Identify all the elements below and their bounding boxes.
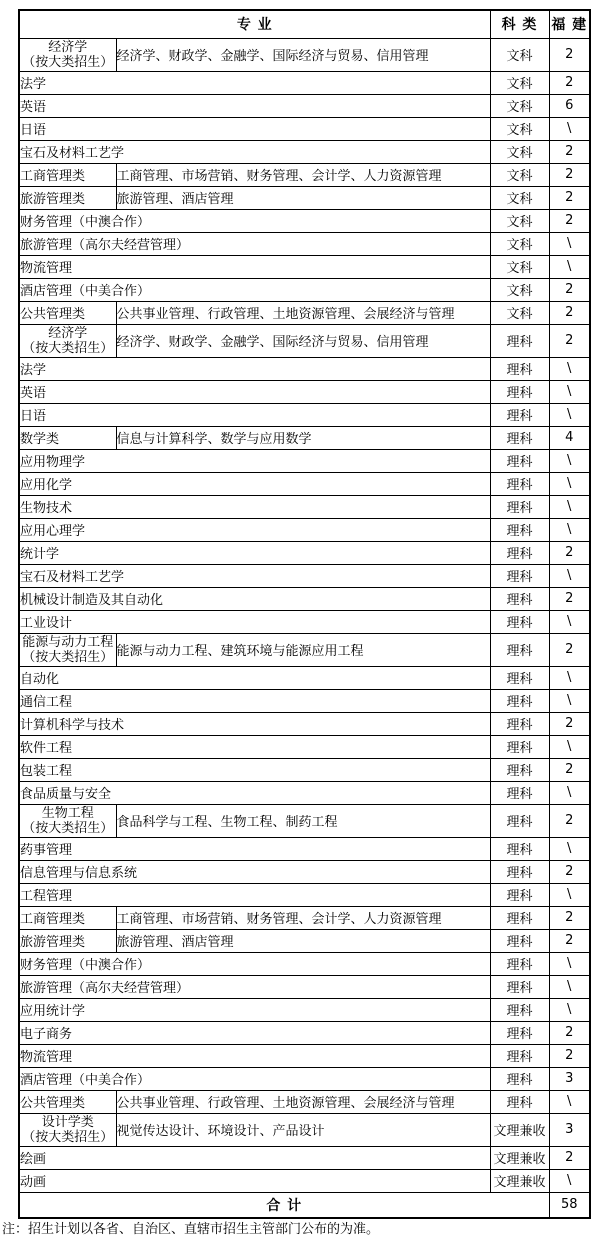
category-cell: 理科 [490,587,549,610]
category-cell: 理科 [490,666,549,689]
table-row [19,735,590,758]
table-row [19,117,590,140]
major-cell: 酒店管理（中美合作） [19,278,490,301]
quota-cell: 2 [549,758,590,781]
quota-cell: 2 [549,1146,590,1169]
quota-cell: \ [549,495,590,518]
major-cell: 旅游管理类 [19,186,116,209]
table-row [19,587,590,610]
quota-cell: \ [549,952,590,975]
quota-cell: 6 [549,94,590,117]
major-cell: 统计学 [19,541,490,564]
major-cell: 公共管理类 [19,301,116,324]
included-majors-cell: 公共事业管理、行政管理、土地资源管理、会展经济与管理 [116,1090,490,1113]
major-cell: 自动化 [19,666,490,689]
admission-plan-table [18,9,591,1219]
quota-cell: 2 [549,804,590,837]
category-cell: 理科 [490,1067,549,1090]
major-cell: 日语 [19,117,490,140]
major-line2: （按大类招生） [22,649,114,665]
table-row [19,883,590,906]
quota-cell: \ [549,975,590,998]
category-cell: 文科 [490,301,549,324]
quota-cell: \ [549,837,590,860]
major-cell: 法学 [19,71,490,94]
table-row [19,232,590,255]
table-row [19,209,590,232]
quota-cell: 2 [549,633,590,666]
major-cell [19,633,116,666]
major-cell: 生物技术 [19,495,490,518]
table-row [19,426,590,449]
major-line1: 经济学 [48,325,88,341]
included-majors-cell: 旅游管理、酒店管理 [116,929,490,952]
category-cell: 理科 [490,564,549,587]
category-cell: 理科 [490,1044,549,1067]
total-label: 合 计 [19,1192,549,1218]
major-line2: （按大类招生） [22,54,114,70]
quota-cell: 2 [549,906,590,929]
major-cell [19,38,116,71]
table-row [19,324,590,357]
quota-cell: \ [549,883,590,906]
category-cell: 理科 [490,403,549,426]
category-cell: 理科 [490,380,549,403]
quota-cell: \ [549,998,590,1021]
included-majors-cell: 工商管理、市场营销、财务管理、会计学、人力资源管理 [116,163,490,186]
header-row [19,10,590,38]
table-row [19,689,590,712]
quota-cell: 2 [549,929,590,952]
major-cell: 英语 [19,94,490,117]
total-value: 58 [549,1192,590,1218]
quota-cell: 2 [549,186,590,209]
quota-cell: 2 [549,163,590,186]
quota-cell: 2 [549,38,590,71]
table-row [19,449,590,472]
major-cell: 工商管理类 [19,163,116,186]
major-cell: 软件工程 [19,735,490,758]
table-row [19,1067,590,1090]
major-cell: 电子商务 [19,1021,490,1044]
category-cell: 理科 [490,758,549,781]
major-cell: 动画 [19,1169,490,1192]
included-majors-cell: 食品科学与工程、生物工程、制药工程 [116,804,490,837]
category-cell: 文科 [490,163,549,186]
category-cell: 文科 [490,232,549,255]
table-row [19,998,590,1021]
quota-cell: 2 [549,209,590,232]
table-row [19,1021,590,1044]
major-cell: 旅游管理类 [19,929,116,952]
major-cell: 物流管理 [19,255,490,278]
category-cell: 理科 [490,610,549,633]
included-majors-cell: 旅游管理、酒店管理 [116,186,490,209]
quota-cell: \ [549,666,590,689]
table-row [19,186,590,209]
major-cell: 物流管理 [19,1044,490,1067]
quota-cell: \ [549,117,590,140]
major-line1: 经济学 [48,39,88,55]
category-cell: 理科 [490,781,549,804]
quota-cell: \ [549,1090,590,1113]
major-cell: 应用心理学 [19,518,490,541]
major-cell [19,1113,116,1146]
quota-cell: 2 [549,541,590,564]
category-cell: 理科 [490,449,549,472]
table-row [19,712,590,735]
included-majors-cell: 信息与计算科学、数学与应用数学 [116,426,490,449]
major-cell: 财务管理（中澳合作） [19,209,490,232]
table-row [19,301,590,324]
header-fujian: 福 建 [549,10,590,38]
major-cell: 药事管理 [19,837,490,860]
quota-cell: \ [549,232,590,255]
major-cell: 财务管理（中澳合作） [19,952,490,975]
included-majors-cell: 能源与动力工程、建筑环境与能源应用工程 [116,633,490,666]
included-majors-cell: 视觉传达设计、环境设计、产品设计 [116,1113,490,1146]
quota-cell: \ [549,1169,590,1192]
table-row [19,564,590,587]
major-line2: （按大类招生） [22,820,114,836]
table-row [19,163,590,186]
quota-cell: \ [549,357,590,380]
category-cell: 理科 [490,1021,549,1044]
category-cell: 理科 [490,975,549,998]
table-row [19,1090,590,1113]
quota-cell: 3 [549,1113,590,1146]
table-row [19,495,590,518]
major-cell: 日语 [19,403,490,426]
quota-cell: \ [549,781,590,804]
quota-cell: \ [549,518,590,541]
table-row [19,278,590,301]
table-row [19,472,590,495]
category-cell: 文科 [490,255,549,278]
category-cell: 理科 [490,541,549,564]
table-row [19,633,590,666]
quota-cell: 2 [549,860,590,883]
major-line2: （按大类招生） [22,340,114,356]
major-cell: 旅游管理（高尔夫经营管理） [19,232,490,255]
quota-cell: 2 [549,324,590,357]
major-line1: 生物工程 [41,805,94,821]
major-line1: 设计学类 [41,1114,94,1130]
major-cell: 旅游管理（高尔夫经营管理） [19,975,490,998]
quota-cell: 2 [549,712,590,735]
category-cell: 理科 [490,518,549,541]
table-row [19,541,590,564]
included-majors-cell: 工商管理、市场营销、财务管理、会计学、人力资源管理 [116,906,490,929]
quota-cell: 2 [549,71,590,94]
category-cell: 理科 [490,837,549,860]
table-row [19,357,590,380]
table-row [19,140,590,163]
major-cell: 食品质量与安全 [19,781,490,804]
category-cell: 文科 [490,71,549,94]
table-row [19,94,590,117]
quota-cell: 2 [549,278,590,301]
category-cell: 理科 [490,426,549,449]
major-cell: 公共管理类 [19,1090,116,1113]
category-cell: 理科 [490,906,549,929]
quota-cell: \ [549,449,590,472]
category-cell: 文科 [490,94,549,117]
category-cell: 文科 [490,117,549,140]
category-cell: 文理兼收 [490,1113,549,1146]
table-row [19,837,590,860]
total-row [19,1192,590,1218]
table-row [19,255,590,278]
quota-cell: 2 [549,587,590,610]
included-majors-cell: 经济学、财政学、金融学、国际经济与贸易、信用管理 [116,324,490,357]
included-majors-cell: 公共事业管理、行政管理、土地资源管理、会展经济与管理 [116,301,490,324]
major-cell: 应用化学 [19,472,490,495]
table-row [19,71,590,94]
category-cell: 理科 [490,735,549,758]
table-row [19,610,590,633]
table-row [19,860,590,883]
category-cell: 理科 [490,633,549,666]
category-cell: 理科 [490,860,549,883]
quota-cell: \ [549,380,590,403]
category-cell: 理科 [490,357,549,380]
table-row [19,403,590,426]
category-cell: 理科 [490,472,549,495]
major-cell: 宝石及材料工艺学 [19,564,490,587]
included-majors-cell: 经济学、财政学、金融学、国际经济与贸易、信用管理 [116,38,490,71]
category-cell: 理科 [490,324,549,357]
major-cell: 应用物理学 [19,449,490,472]
table-row [19,952,590,975]
table-row [19,380,590,403]
major-cell: 数学类 [19,426,116,449]
category-cell: 文科 [490,38,549,71]
category-cell: 文科 [490,140,549,163]
table-row [19,38,590,71]
quota-cell: 4 [549,426,590,449]
major-cell: 通信工程 [19,689,490,712]
quota-cell: \ [549,564,590,587]
major-cell: 工商管理类 [19,906,116,929]
table-row [19,1113,590,1146]
major-cell: 信息管理与信息系统 [19,860,490,883]
category-cell: 文科 [490,186,549,209]
category-cell: 理科 [490,712,549,735]
category-cell: 理科 [490,804,549,837]
table-wrap [18,9,591,1219]
quota-cell: \ [549,735,590,758]
major-cell: 机械设计制造及其自动化 [19,587,490,610]
category-cell: 理科 [490,998,549,1021]
major-cell: 英语 [19,380,490,403]
table-row [19,1146,590,1169]
quota-cell: \ [549,610,590,633]
category-cell: 理科 [490,689,549,712]
category-cell: 文理兼收 [490,1169,549,1192]
major-cell: 绘画 [19,1146,490,1169]
major-cell: 酒店管理（中美合作） [19,1067,490,1090]
table-row [19,929,590,952]
category-cell: 文理兼收 [490,1146,549,1169]
major-cell: 宝石及材料工艺学 [19,140,490,163]
major-cell: 计算机科学与技术 [19,712,490,735]
quota-cell: 2 [549,1021,590,1044]
quota-cell: 2 [549,301,590,324]
table-row [19,758,590,781]
category-cell: 理科 [490,495,549,518]
table-row [19,906,590,929]
category-cell: 文科 [490,209,549,232]
major-cell [19,324,116,357]
table-row [19,975,590,998]
header-major: 专 业 [19,10,490,38]
major-cell: 工程管理 [19,883,490,906]
category-cell: 理科 [490,952,549,975]
category-cell: 文科 [490,278,549,301]
quota-cell: 2 [549,140,590,163]
footnote: 注：招生计划以各省、自治区、直辖市招生主管部门公布的为准。 [2,1222,380,1237]
table-row [19,518,590,541]
major-cell: 包装工程 [19,758,490,781]
header-category: 科 类 [490,10,549,38]
major-line2: （按大类招生） [22,1129,114,1145]
table-row [19,781,590,804]
category-cell: 理科 [490,929,549,952]
major-cell [19,804,116,837]
quota-cell: \ [549,255,590,278]
quota-cell: \ [549,472,590,495]
major-cell: 工业设计 [19,610,490,633]
quota-cell: 3 [549,1067,590,1090]
category-cell: 理科 [490,883,549,906]
table-row [19,1044,590,1067]
quota-cell: 2 [549,1044,590,1067]
major-cell: 应用统计学 [19,998,490,1021]
major-line1: 能源与动力工程 [22,634,114,650]
table-row [19,666,590,689]
table-row [19,804,590,837]
major-cell: 法学 [19,357,490,380]
table-row [19,1169,590,1192]
quota-cell: \ [549,689,590,712]
category-cell: 理科 [490,1090,549,1113]
quota-cell: \ [549,403,590,426]
